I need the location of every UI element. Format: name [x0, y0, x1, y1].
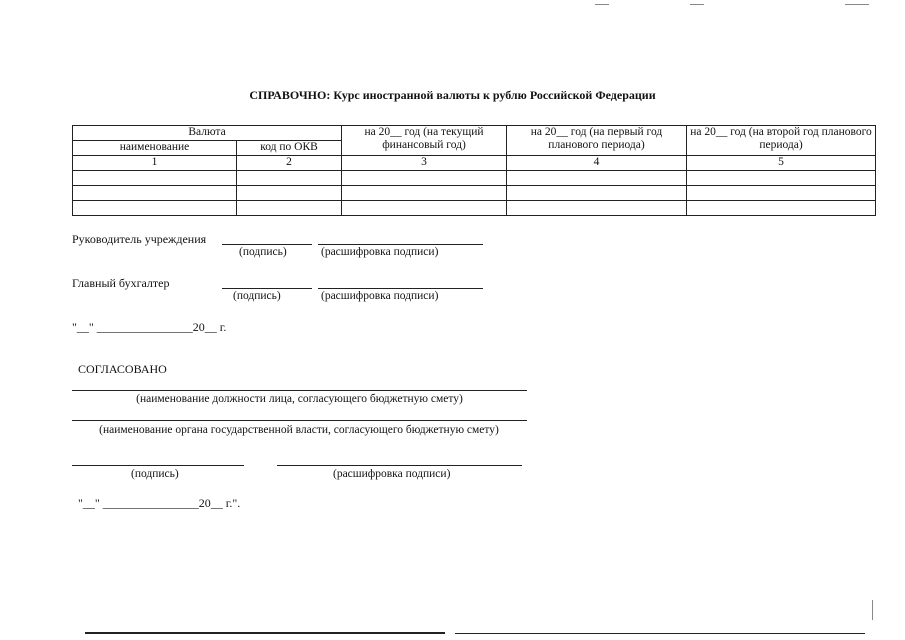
accountant-decoding-caption: (расшифровка подписи): [321, 290, 439, 302]
scan-mark: [872, 600, 873, 620]
table-cell: [342, 186, 507, 201]
table-cell: [342, 171, 507, 186]
table-cell: [342, 201, 507, 216]
approval-decoding-caption: (расшифровка подписи): [333, 468, 451, 480]
position-line: [72, 390, 527, 391]
scan-mark: [845, 4, 869, 5]
currency-header: Валюта: [73, 126, 342, 141]
col-number: 4: [507, 156, 687, 171]
table-row: [73, 171, 876, 186]
col5-header: на 20__ год (на второй год планового периода): [687, 126, 876, 156]
col-number: 5: [687, 156, 876, 171]
table-cell: [507, 186, 687, 201]
table-cell: [507, 201, 687, 216]
table-cell: [687, 186, 876, 201]
approval-decoding-line: [277, 465, 522, 466]
col-number: 1: [73, 156, 237, 171]
head-decoding-line: [318, 244, 483, 245]
table-cell: [73, 186, 237, 201]
authority-caption: (наименование органа государственной власти, согласующего бюджетную смету): [99, 424, 499, 436]
date-line: "__" ________________20__ г.: [72, 320, 227, 334]
table-cell: [73, 201, 237, 216]
col-number: 2: [237, 156, 342, 171]
table-cell: [687, 171, 876, 186]
approval-heading: СОГЛАСОВАНО: [78, 362, 167, 376]
scan-mark: [595, 4, 609, 5]
head-decoding-caption: (расшифровка подписи): [321, 246, 439, 258]
head-label: Руководитель учреждения: [72, 232, 207, 246]
head-signature-caption: (подпись): [239, 246, 287, 258]
exchange-rate-table: [72, 125, 876, 216]
position-caption: (наименование должности лица, согласующего бюджетную смету): [136, 393, 463, 405]
document-title: СПРАВОЧНО: Курс иностранной валюты к рублю Российской Федерации: [249, 88, 656, 102]
table-cell: [237, 171, 342, 186]
table-cell: [507, 171, 687, 186]
authority-line: [72, 420, 527, 421]
okv-header: код по ОКВ: [237, 141, 342, 156]
bottom-rule: [455, 633, 865, 634]
accountant-signature-line: [222, 288, 312, 289]
accountant-signature-caption: (подпись): [233, 290, 281, 302]
approval-date-line: "__" ________________20__ г.".: [78, 496, 241, 510]
table-row: [73, 186, 876, 201]
accountant-decoding-line: [318, 288, 483, 289]
bottom-rule: [85, 632, 445, 634]
approval-signature-line: [72, 465, 244, 466]
head-signature-line: [222, 244, 312, 245]
table-cell: [237, 186, 342, 201]
table-cell: [237, 201, 342, 216]
accountant-label: Главный бухгалтер: [72, 276, 170, 290]
table-cell: [73, 171, 237, 186]
table-row: [73, 201, 876, 216]
scan-mark: [690, 4, 704, 5]
col3-header: на 20__ год (на текущий финансовый год): [342, 126, 507, 156]
col-number: 3: [342, 156, 507, 171]
col4-header: на 20__ год (на первый год планового периода): [507, 126, 687, 156]
table-cell: [687, 201, 876, 216]
name-header: наименование: [73, 141, 237, 156]
approval-signature-caption: (подпись): [131, 468, 179, 480]
